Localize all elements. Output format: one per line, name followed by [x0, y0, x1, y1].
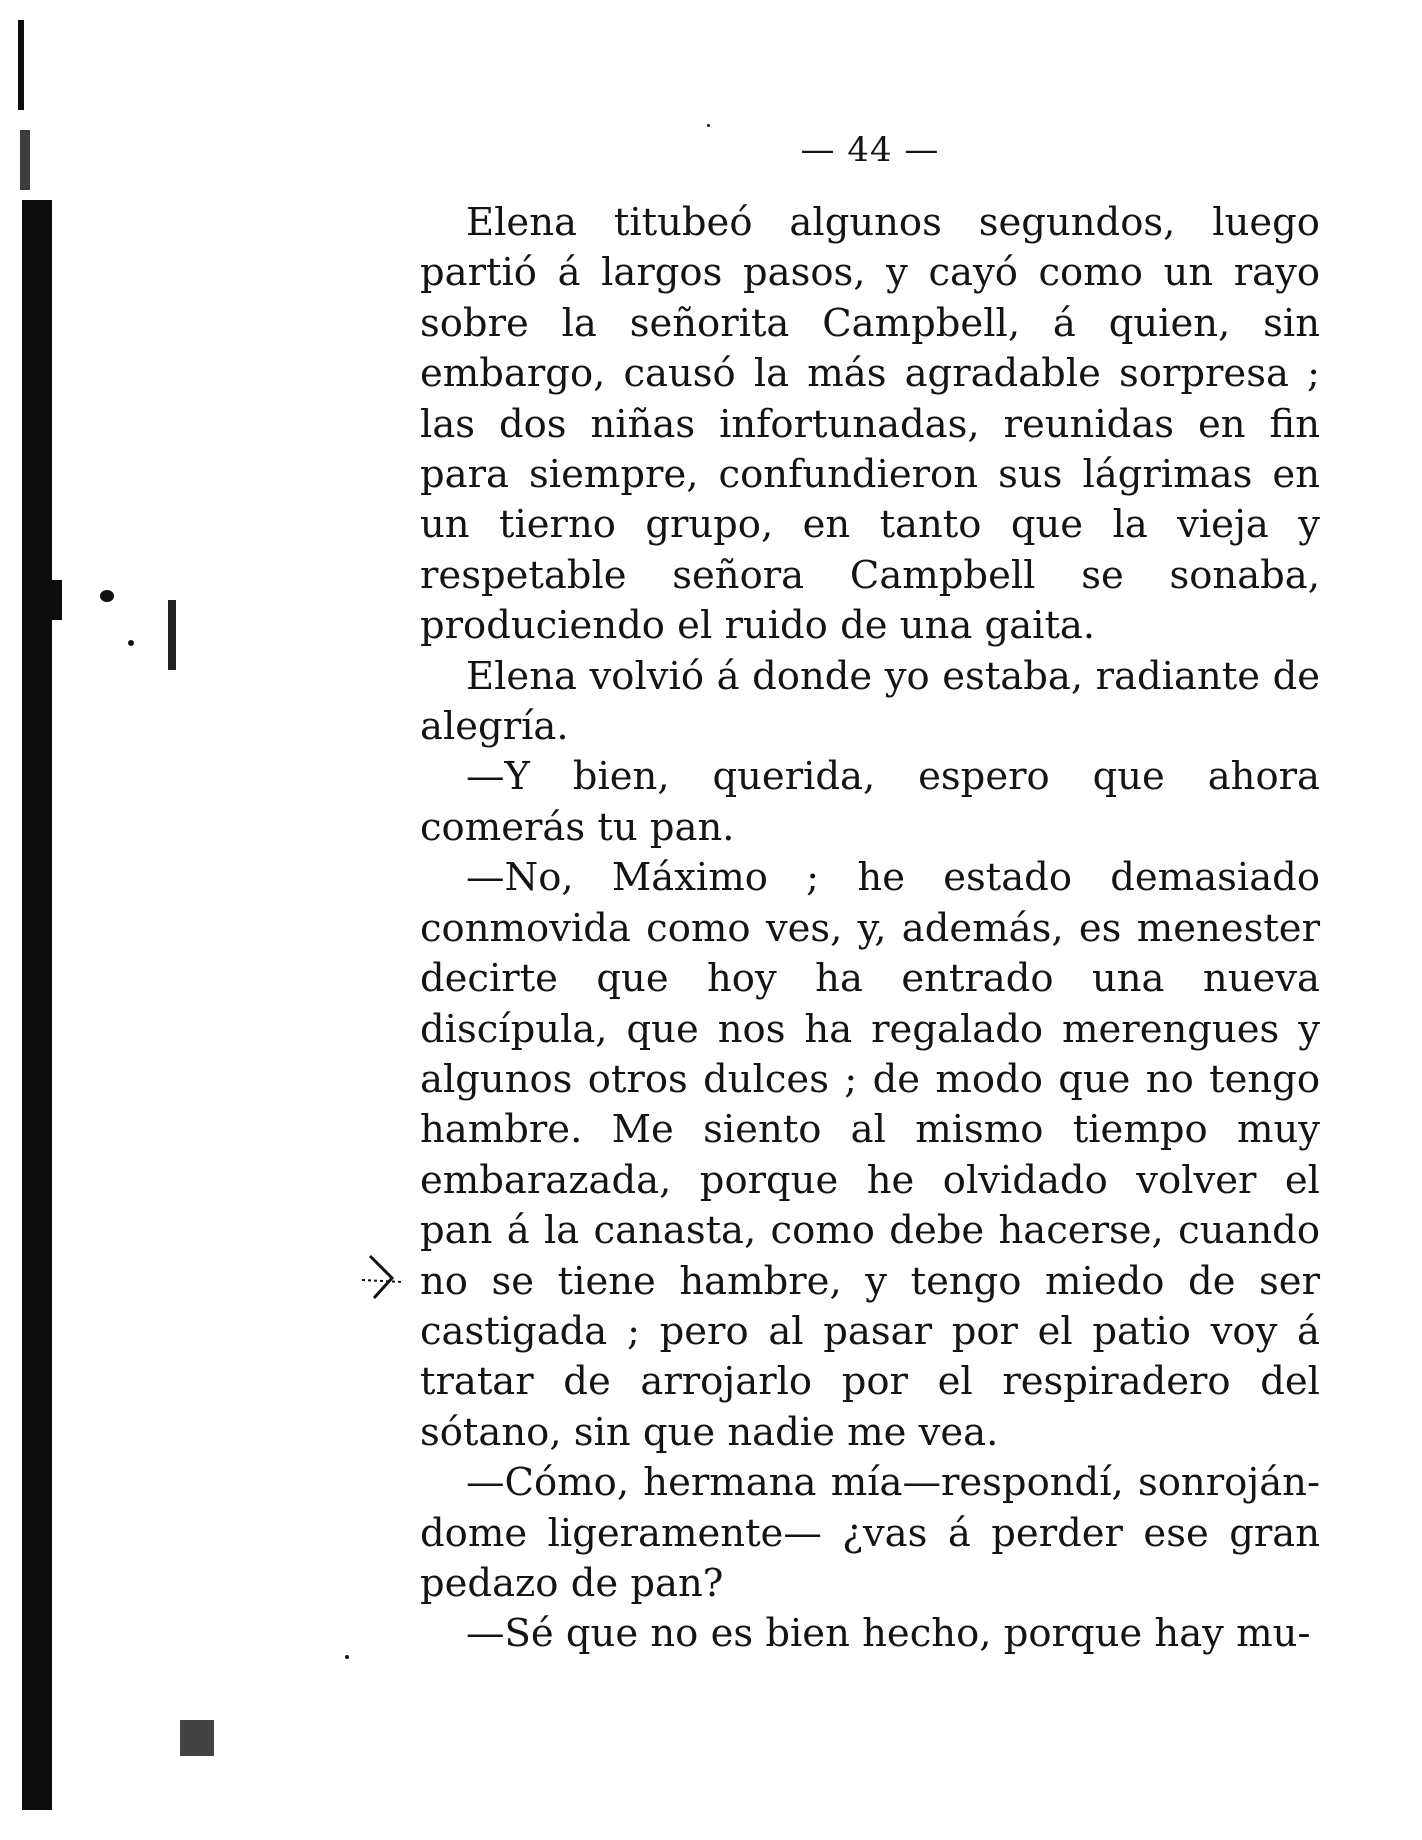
paragraph: —Sé que no es bien hecho, porque hay mu-	[466, 1611, 1311, 1657]
scan-speck	[345, 1655, 349, 1659]
margin-arrow-mark	[362, 1252, 420, 1312]
scan-speck	[100, 590, 114, 602]
paragraph: Elena volvió á donde yo estaba, radiante de alegría.	[420, 653, 1320, 750]
paragraph: —No, Máximo ; he estado demasiado conmovida como ves, y, además, es menester decirte que hoy ha entrado una nueva discípula, que nos ha regalado merengues y algunos otros dulces ; de modo que no tengo hambre. Me siento al mismo tiempo muy embarazada, porque he olvidado volver el pan á la canasta, como debe hacerse, cuando no se tiene hambre, y tengo miedo de ser castigada ; pero al pasar por el patio voy á tratar de arrojarlo por el respiradero del sótano, sin que nadie me vea.	[420, 855, 1320, 1455]
paragraph: —Y bien, querida, espero que ahora comerás tu pan.	[420, 754, 1320, 850]
page-number: — 44 —	[800, 130, 940, 170]
paragraph: —Cómo, hermana mía—respondí, sonrojándome ligeramente— ¿vas á perder ese gran pedazo de pan?	[420, 1460, 1320, 1606]
scan-mark	[180, 1720, 214, 1756]
scan-mark	[168, 600, 176, 670]
book-page	[420, 130, 1320, 1660]
scan-speck	[128, 640, 134, 646]
scan-speck	[707, 124, 710, 127]
paragraph: Elena titubeó algunos segundos, luego partió á largos pasos, y cayó como un rayo sobre la señorita Campbell, á quien, sin embargo, causó la más agradable sorpresa ; las dos niñas infortunadas, reunidas en fin para siempre, confundieron sus lágrimas en un tierno grupo, en tanto que la vieja y respetable señora Campbell se sonaba, produciendo el ruido de una gaita.	[420, 200, 1320, 649]
book-binding-edge	[18, 0, 70, 1840]
